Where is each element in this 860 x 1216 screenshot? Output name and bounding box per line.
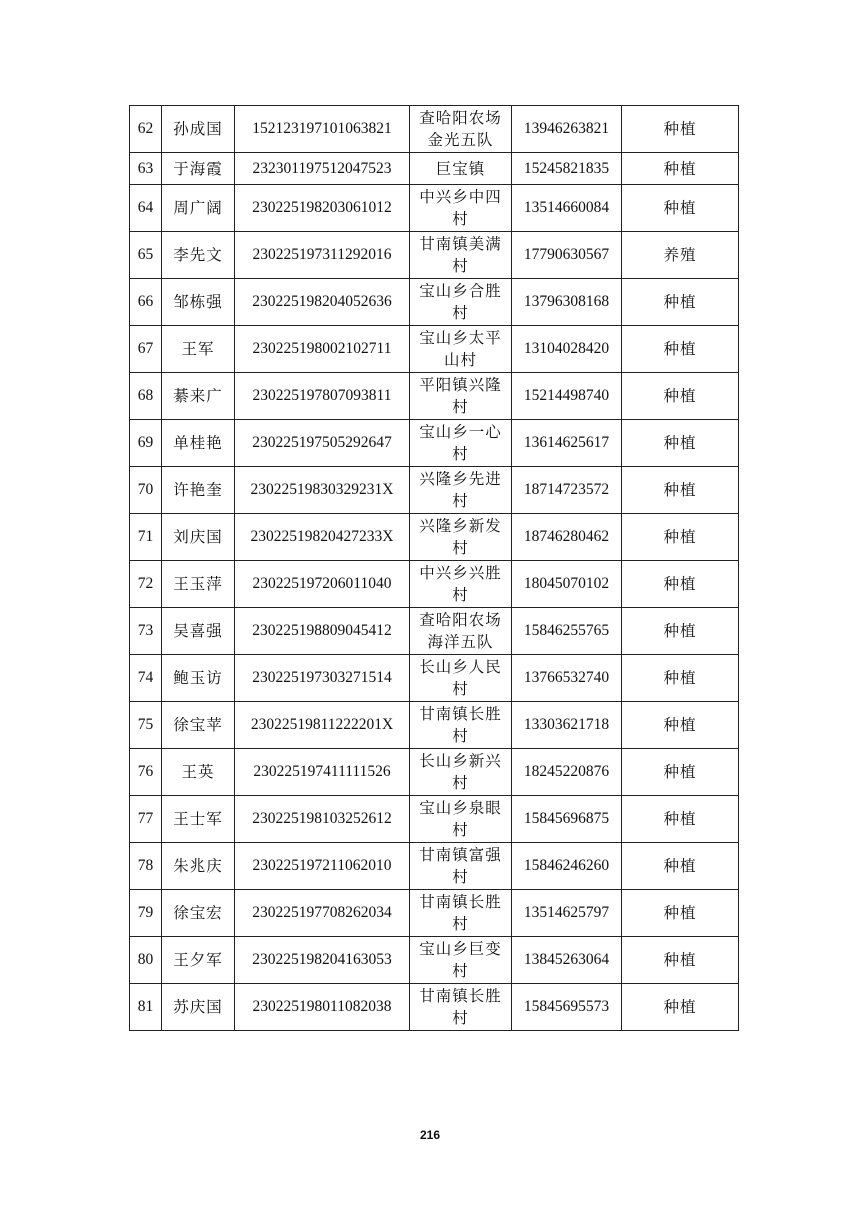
id-number-cell: 230225197807093811 — [235, 373, 410, 420]
row-number-cell: 71 — [130, 514, 162, 561]
table-row — [130, 153, 739, 185]
phone-cell: 18045070102 — [512, 561, 622, 608]
phone-cell: 15214498740 — [512, 373, 622, 420]
table-row — [130, 467, 739, 514]
type-cell: 种植 — [622, 420, 739, 467]
address-cell: 甘南镇美满村 — [410, 232, 512, 279]
phone-cell: 18746280462 — [512, 514, 622, 561]
address-cell: 查哈阳农场海洋五队 — [410, 608, 512, 655]
id-number-cell: 23022519820427233X — [235, 514, 410, 561]
type-cell: 种植 — [622, 984, 739, 1031]
id-number-cell: 230225198204163053 — [235, 937, 410, 984]
phone-cell: 15845695573 — [512, 984, 622, 1031]
type-cell: 种植 — [622, 843, 739, 890]
name-cell: 孙成国 — [162, 106, 235, 153]
address-cell: 兴隆乡先进村 — [410, 467, 512, 514]
address-cell: 查哈阳农场金光五队 — [410, 106, 512, 153]
table-row — [130, 937, 739, 984]
id-number-cell: 230225197211062010 — [235, 843, 410, 890]
phone-cell: 13514625797 — [512, 890, 622, 937]
table-row — [130, 655, 739, 702]
address-cell: 兴隆乡新发村 — [410, 514, 512, 561]
name-cell: 邹栋强 — [162, 279, 235, 326]
name-cell: 鲍玉访 — [162, 655, 235, 702]
name-cell: 徐宝苹 — [162, 702, 235, 749]
name-cell: 刘庆国 — [162, 514, 235, 561]
address-cell: 长山乡新兴村 — [410, 749, 512, 796]
address-cell: 平阳镇兴隆村 — [410, 373, 512, 420]
type-cell: 种植 — [622, 185, 739, 232]
name-cell: 徐宝宏 — [162, 890, 235, 937]
address-cell: 宝山乡巨变村 — [410, 937, 512, 984]
row-number-cell: 79 — [130, 890, 162, 937]
phone-cell: 15846255765 — [512, 608, 622, 655]
type-cell: 种植 — [622, 890, 739, 937]
phone-cell: 15845696875 — [512, 796, 622, 843]
phone-cell: 13845263064 — [512, 937, 622, 984]
phone-cell: 15245821835 — [512, 153, 622, 185]
address-cell: 中兴乡兴胜村 — [410, 561, 512, 608]
address-cell: 甘南镇长胜村 — [410, 984, 512, 1031]
phone-cell: 13514660084 — [512, 185, 622, 232]
type-cell: 种植 — [622, 655, 739, 702]
table-row — [130, 373, 739, 420]
id-number-cell: 23022519811222201X — [235, 702, 410, 749]
row-number-cell: 78 — [130, 843, 162, 890]
type-cell: 种植 — [622, 937, 739, 984]
phone-cell: 13614625617 — [512, 420, 622, 467]
address-cell: 长山乡人民村 — [410, 655, 512, 702]
name-cell: 王玉萍 — [162, 561, 235, 608]
name-cell: 王军 — [162, 326, 235, 373]
phone-cell: 13303621718 — [512, 702, 622, 749]
type-cell: 种植 — [622, 608, 739, 655]
id-number-cell: 230225198103252612 — [235, 796, 410, 843]
type-cell: 种植 — [622, 749, 739, 796]
name-cell: 吴喜强 — [162, 608, 235, 655]
phone-cell: 13766532740 — [512, 655, 622, 702]
id-number-cell: 230225198809045412 — [235, 608, 410, 655]
table-row — [130, 279, 739, 326]
phone-cell: 13796308168 — [512, 279, 622, 326]
address-cell: 巨宝镇 — [410, 153, 512, 185]
row-number-cell: 69 — [130, 420, 162, 467]
row-number-cell: 63 — [130, 153, 162, 185]
name-cell: 王英 — [162, 749, 235, 796]
table-row — [130, 561, 739, 608]
type-cell: 种植 — [622, 561, 739, 608]
id-number-cell: 230225198002102711 — [235, 326, 410, 373]
row-number-cell: 81 — [130, 984, 162, 1031]
roster-table-body — [130, 106, 739, 1031]
id-number-cell: 230225197206011040 — [235, 561, 410, 608]
phone-cell: 13946263821 — [512, 106, 622, 153]
id-number-cell: 230225198204052636 — [235, 279, 410, 326]
type-cell: 养殖 — [622, 232, 739, 279]
address-cell: 宝山乡泉眼村 — [410, 796, 512, 843]
address-cell: 甘南镇富强村 — [410, 843, 512, 890]
table-row — [130, 702, 739, 749]
row-number-cell: 73 — [130, 608, 162, 655]
id-number-cell: 230225197311292016 — [235, 232, 410, 279]
row-number-cell: 76 — [130, 749, 162, 796]
address-cell: 甘南镇长胜村 — [410, 702, 512, 749]
address-cell: 宝山乡一心村 — [410, 420, 512, 467]
table-row — [130, 185, 739, 232]
page-number: 216 — [419, 1128, 441, 1142]
table-row — [130, 984, 739, 1031]
table-row — [130, 890, 739, 937]
id-number-cell: 230225197303271514 — [235, 655, 410, 702]
row-number-cell: 74 — [130, 655, 162, 702]
id-number-cell: 230225197708262034 — [235, 890, 410, 937]
id-number-cell: 23022519830329231X — [235, 467, 410, 514]
type-cell: 种植 — [622, 702, 739, 749]
row-number-cell: 67 — [130, 326, 162, 373]
name-cell: 于海霞 — [162, 153, 235, 185]
address-cell: 中兴乡中四村 — [410, 185, 512, 232]
address-cell: 甘南镇长胜村 — [410, 890, 512, 937]
type-cell: 种植 — [622, 153, 739, 185]
address-cell: 宝山乡合胜村 — [410, 279, 512, 326]
row-number-cell: 70 — [130, 467, 162, 514]
type-cell: 种植 — [622, 279, 739, 326]
name-cell: 周广阔 — [162, 185, 235, 232]
id-number-cell: 230225197505292647 — [235, 420, 410, 467]
type-cell: 种植 — [622, 514, 739, 561]
row-number-cell: 75 — [130, 702, 162, 749]
table-row — [130, 326, 739, 373]
id-number-cell: 232301197512047523 — [235, 153, 410, 185]
table-row — [130, 608, 739, 655]
id-number-cell: 230225198203061012 — [235, 185, 410, 232]
name-cell: 单桂艳 — [162, 420, 235, 467]
name-cell: 朱兆庆 — [162, 843, 235, 890]
name-cell: 许艳奎 — [162, 467, 235, 514]
row-number-cell: 68 — [130, 373, 162, 420]
row-number-cell: 77 — [130, 796, 162, 843]
phone-cell: 18714723572 — [512, 467, 622, 514]
row-number-cell: 72 — [130, 561, 162, 608]
row-number-cell: 66 — [130, 279, 162, 326]
table-row — [130, 843, 739, 890]
roster-table — [129, 105, 739, 1031]
phone-cell: 17790630567 — [512, 232, 622, 279]
type-cell: 种植 — [622, 796, 739, 843]
id-number-cell: 230225197411111526 — [235, 749, 410, 796]
table-row — [130, 420, 739, 467]
type-cell: 种植 — [622, 373, 739, 420]
type-cell: 种植 — [622, 326, 739, 373]
name-cell: 王士军 — [162, 796, 235, 843]
name-cell: 綦来广 — [162, 373, 235, 420]
phone-cell: 13104028420 — [512, 326, 622, 373]
name-cell: 李先文 — [162, 232, 235, 279]
name-cell: 王夕军 — [162, 937, 235, 984]
row-number-cell: 65 — [130, 232, 162, 279]
type-cell: 种植 — [622, 467, 739, 514]
table-row — [130, 106, 739, 153]
address-cell: 宝山乡太平山村 — [410, 326, 512, 373]
phone-cell: 18245220876 — [512, 749, 622, 796]
table-row — [130, 796, 739, 843]
table-row — [130, 232, 739, 279]
id-number-cell: 152123197101063821 — [235, 106, 410, 153]
table-row — [130, 749, 739, 796]
row-number-cell: 80 — [130, 937, 162, 984]
type-cell: 种植 — [622, 106, 739, 153]
table-row — [130, 514, 739, 561]
row-number-cell: 62 — [130, 106, 162, 153]
row-number-cell: 64 — [130, 185, 162, 232]
name-cell: 苏庆国 — [162, 984, 235, 1031]
phone-cell: 15846246260 — [512, 843, 622, 890]
id-number-cell: 230225198011082038 — [235, 984, 410, 1031]
